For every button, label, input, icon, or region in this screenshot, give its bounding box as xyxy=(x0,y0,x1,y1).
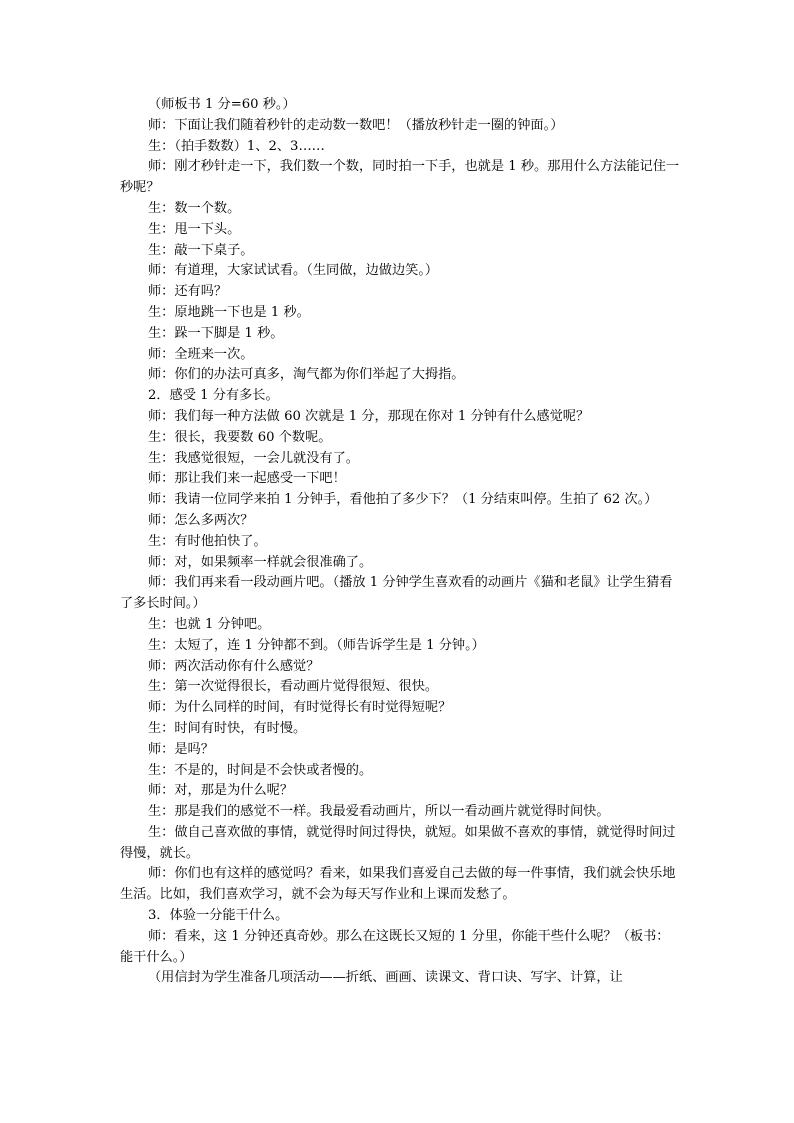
paragraph: 师：那让我们来一起感受一下吧！ xyxy=(148,471,346,487)
paragraph: 生：很长，我要数 60 个数呢。 xyxy=(148,429,332,445)
paragraph: 生：太短了，连 1 分钟都不到。（师告诉学生是 1 分钟。） xyxy=(148,637,485,653)
paragraph: 生：敲一下桌子。 xyxy=(148,242,254,258)
paragraph: 生：数一个数。 xyxy=(148,200,241,216)
paragraph: 生：做自己喜欢做的事情，就觉得时间过得快，就短。如果做不喜欢的事情，就觉得时间过得慢，就长。 xyxy=(120,824,676,861)
paragraph: 师：我请一位同学来拍 1 分钟手，看他拍了多少下？（1 分结束叫停。生拍了 62 次。） xyxy=(148,492,658,508)
paragraph: （用信封为学生准备几项活动——折纸、画画、读课文、背口诀、写字、计算，让 xyxy=(148,970,623,986)
paragraph: 生：跺一下脚是 1 秒。 xyxy=(148,325,284,341)
paragraph: 师：两次活动你有什么感觉？ xyxy=(148,658,320,674)
section-heading: 3．体验一分能干什么。 xyxy=(148,908,289,924)
paragraph: 师：是吗？ xyxy=(148,741,214,757)
paragraph: 师：还有吗？ xyxy=(148,284,228,300)
paragraph: 生：甩一下头。 xyxy=(148,221,241,237)
paragraph: （师板书 1 分=60 秒。） xyxy=(148,97,296,112)
paragraph: 生：也就 1 分钟吧。 xyxy=(148,616,271,632)
paragraph: 师：刚才秒针走一下，我们数一个数，同时拍一下手，也就是 1 秒。那用什么方法能记住一秒呢？ xyxy=(120,159,680,196)
paragraph: 师：我们再来看一段动画片吧。（播放 1 分钟学生喜欢看的动画片《猫和老鼠》让学生猜看了多长时间。） xyxy=(120,575,673,612)
paragraph: 师：你们的办法可真多，淘气都为你们举起了大拇指。 xyxy=(148,367,465,383)
paragraph: 师：怎么多两次？ xyxy=(148,512,254,528)
document-body xyxy=(120,95,680,989)
section-heading: 2．感受 1 分有多长。 xyxy=(148,388,279,404)
paragraph: 生：（拍手数数）1、2、3…… xyxy=(148,138,325,154)
paragraph: 生：有时他拍快了。 xyxy=(148,533,267,549)
paragraph: 师：你们也有这样的感觉吗？看来，如果我们喜爱自己去做的每一件事情，我们就会快乐地生活。比如，我们喜欢学习，就不会为每天写作业和上课而发愁了。 xyxy=(120,866,676,903)
paragraph: 师：下面让我们随着秒针的走动数一数吧！（播放秒针走一圈的钟面。） xyxy=(148,117,564,133)
paragraph: 师：对，那是为什么呢？ xyxy=(148,783,294,799)
paragraph: 师：全班来一次。 xyxy=(148,346,254,362)
paragraph: 师：看来，这 1 分钟还真奇妙。那么在这既长又短的 1 分里，你能干些什么呢？（板书：能干什么。） xyxy=(120,928,670,965)
paragraph: 师：为什么同样的时间，有时觉得长有时觉得短呢？ xyxy=(148,700,452,716)
paragraph: 生：第一次觉得很长，看动画片觉得很短、很快。 xyxy=(148,679,439,695)
paragraph: 生：时间有时快，有时慢。 xyxy=(148,720,307,736)
paragraph: 生：那是我们的感觉不一样。我最爱看动画片，所以一看动画片就觉得时间快。 xyxy=(148,804,610,820)
paragraph: 生：原地跳一下也是 1 秒。 xyxy=(148,304,310,320)
paragraph: 师：有道理，大家试试看。（生同做，边做边笑。） xyxy=(148,263,439,279)
paragraph: 生：不是的，时间是不会快或者慢的。 xyxy=(148,762,373,778)
paragraph: 生：我感觉很短，一会儿就没有了。 xyxy=(148,450,359,466)
paragraph: 师：我们每一种方法做 60 次就是 1 分，那现在你对 1 分钟有什么感觉呢？ xyxy=(148,408,590,424)
paragraph: 师：对，如果频率一样就会很准确了。 xyxy=(148,554,373,570)
